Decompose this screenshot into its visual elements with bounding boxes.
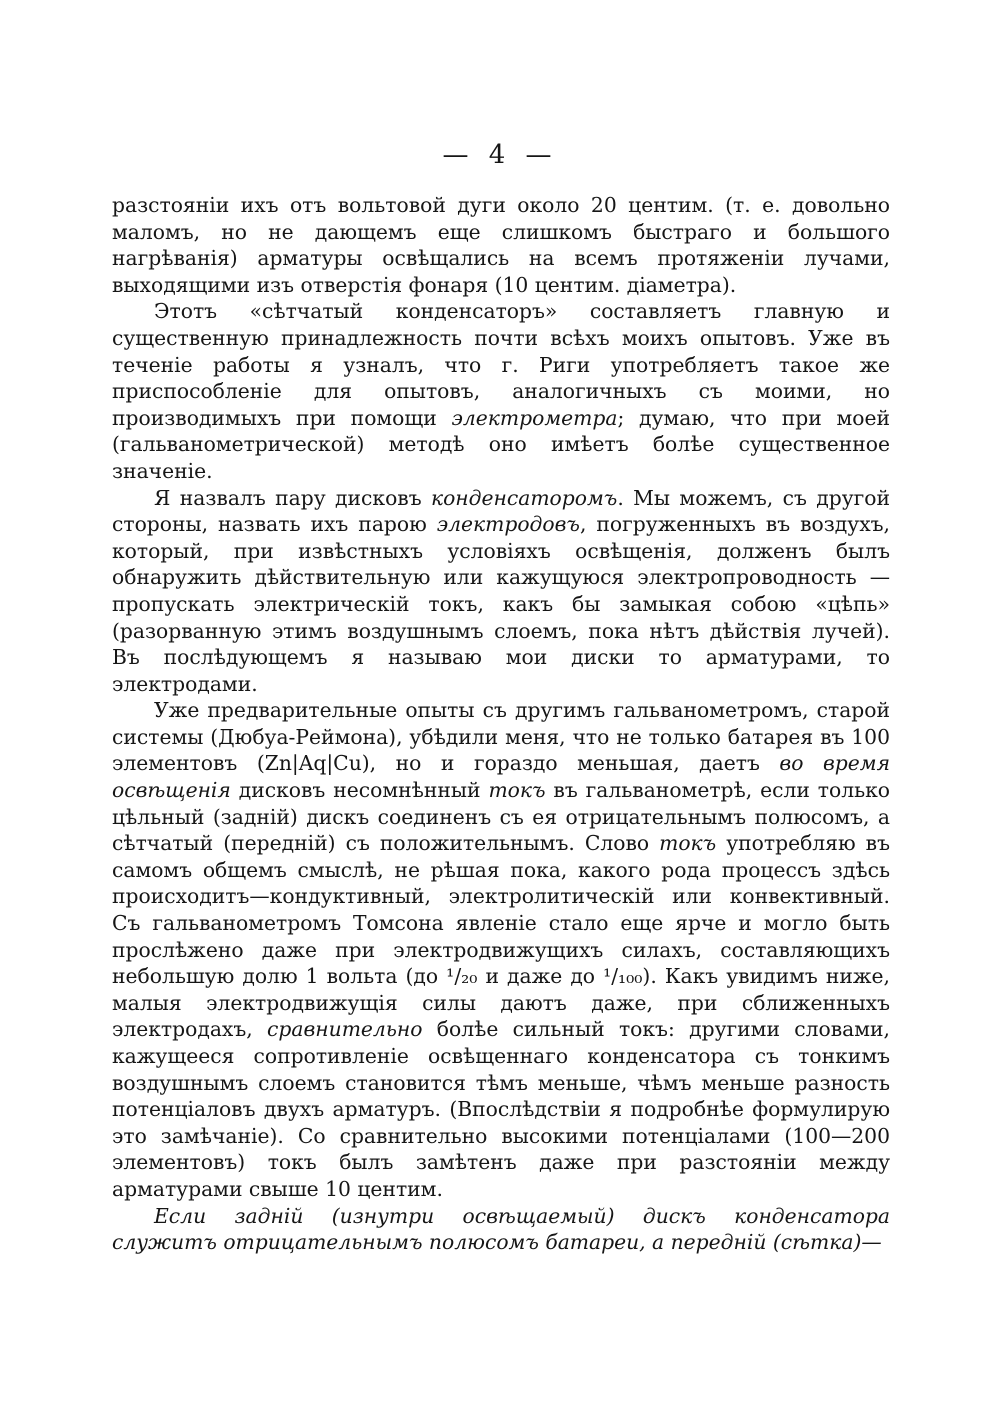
emphasis: токъ (488, 778, 546, 803)
emphasis: во время освѣщенія (112, 751, 890, 803)
paragraph-4: Уже предварительные опыты съ другимъ гальванометромъ, старой системы (Дюбуа-Реймона), убѣдили меня, что не только батарея въ 100 элементовъ (Zn|Aq|Cu), но и гораздо меньшая, даетъ во время освѣщенія дисковъ несомнѣнный токъ въ гальванометрѣ, если только цѣльный (задній) дискъ соединенъ съ ея отрицательнымъ полюсомъ, а сѣтчатый (передній) съ положительнымъ. Слово токъ употребляю въ самомъ общемъ смыслѣ, не рѣшая пока, какого рода процессъ здѣсь происходитъ—кондуктивный, электролитическій или конвективный. Съ гальванометромъ Томсона явленіе стало еще ярче и могло быть прослѣжено даже при электродвижущихъ силахъ, составляющихъ небольшую долю 1 вольта (до ¹/₂₀ и даже до ¹/₁₀₀). Какъ увидимъ ниже, малыя электродвижущія силы даютъ даже, при сближенныхъ электродахъ, сравнительно болѣе сильный токъ: другими словами, кажущееся сопротивленіе освѣщеннаго конденсатора съ тонкимъ воздушнымъ слоемъ становится тѣмъ меньше, чѣмъ меньше разность потенціаловъ двухъ арматуръ. (Впослѣдствіи я подробнѣе формулирую это замѣчаніе). Со сравнительно высокими потенціалами (100—200 элементовъ) токъ былъ замѣтенъ даже при разстояніи между арматурами свыше 10 центим. (112, 698, 891, 1201)
emphasis: токъ (659, 831, 717, 856)
paragraph-1: разстояніи ихъ отъ вольтовой дуги около 20 центим. (т. е. довольно маломъ, но не дающемъ еще слишкомъ быстраго и большого нагрѣванія) арматуры освѣщались на всемъ протяженіи лучами, выходящими изъ отверстія фонаря (10 центим. діаметра). (112, 193, 890, 297)
paragraph-5: Если задній (изнутри освѣщаемый) дискъ конденсатора служитъ отрицательнымъ полюсомъ батареи, а передній (сѣтка)— (112, 1203, 890, 1255)
emphasis: конденсаторомъ (430, 485, 618, 510)
emphasis: электрометра (451, 405, 618, 430)
page-number: — 4 — (442, 140, 558, 170)
paragraph-3: Я назвалъ пару дисковъ конденсаторомъ. Мы можемъ, съ другой стороны, назвать ихъ парою электродовъ, погруженныхъ въ воздухъ, который, при извѣстныхъ условіяхъ освѣщенія, долженъ былъ обнаружить дѣйствительную или кажущуюся электропроводность — пропускать электрическій токъ, какъ бы замыкая собою «цѣпь» (разорванную этимъ воздушнымъ слоемъ, пока нѣтъ дѣйствія лучей). Въ послѣдующемъ я называю мои диски то арматурами, то электродами. (112, 485, 890, 696)
emphasis: сравнительно (267, 1017, 423, 1042)
emphasis: электродовъ (436, 512, 580, 537)
paragraph-2: Этотъ «сѣтчатый конденсаторъ» составляетъ главную и существенную принадлежность почти всѣхъ моихъ опытовъ. Уже въ теченіе работы я узналъ, что г. Риги употребляетъ такое же приспособленіе для опытовъ, аналогичныхъ съ моими, но производимыхъ при помощи электрометра; думаю, что при моей (гальванометрической) методѣ оно имѣетъ болѣе существенное значеніе. (112, 299, 890, 483)
body-text (112, 192, 890, 1256)
